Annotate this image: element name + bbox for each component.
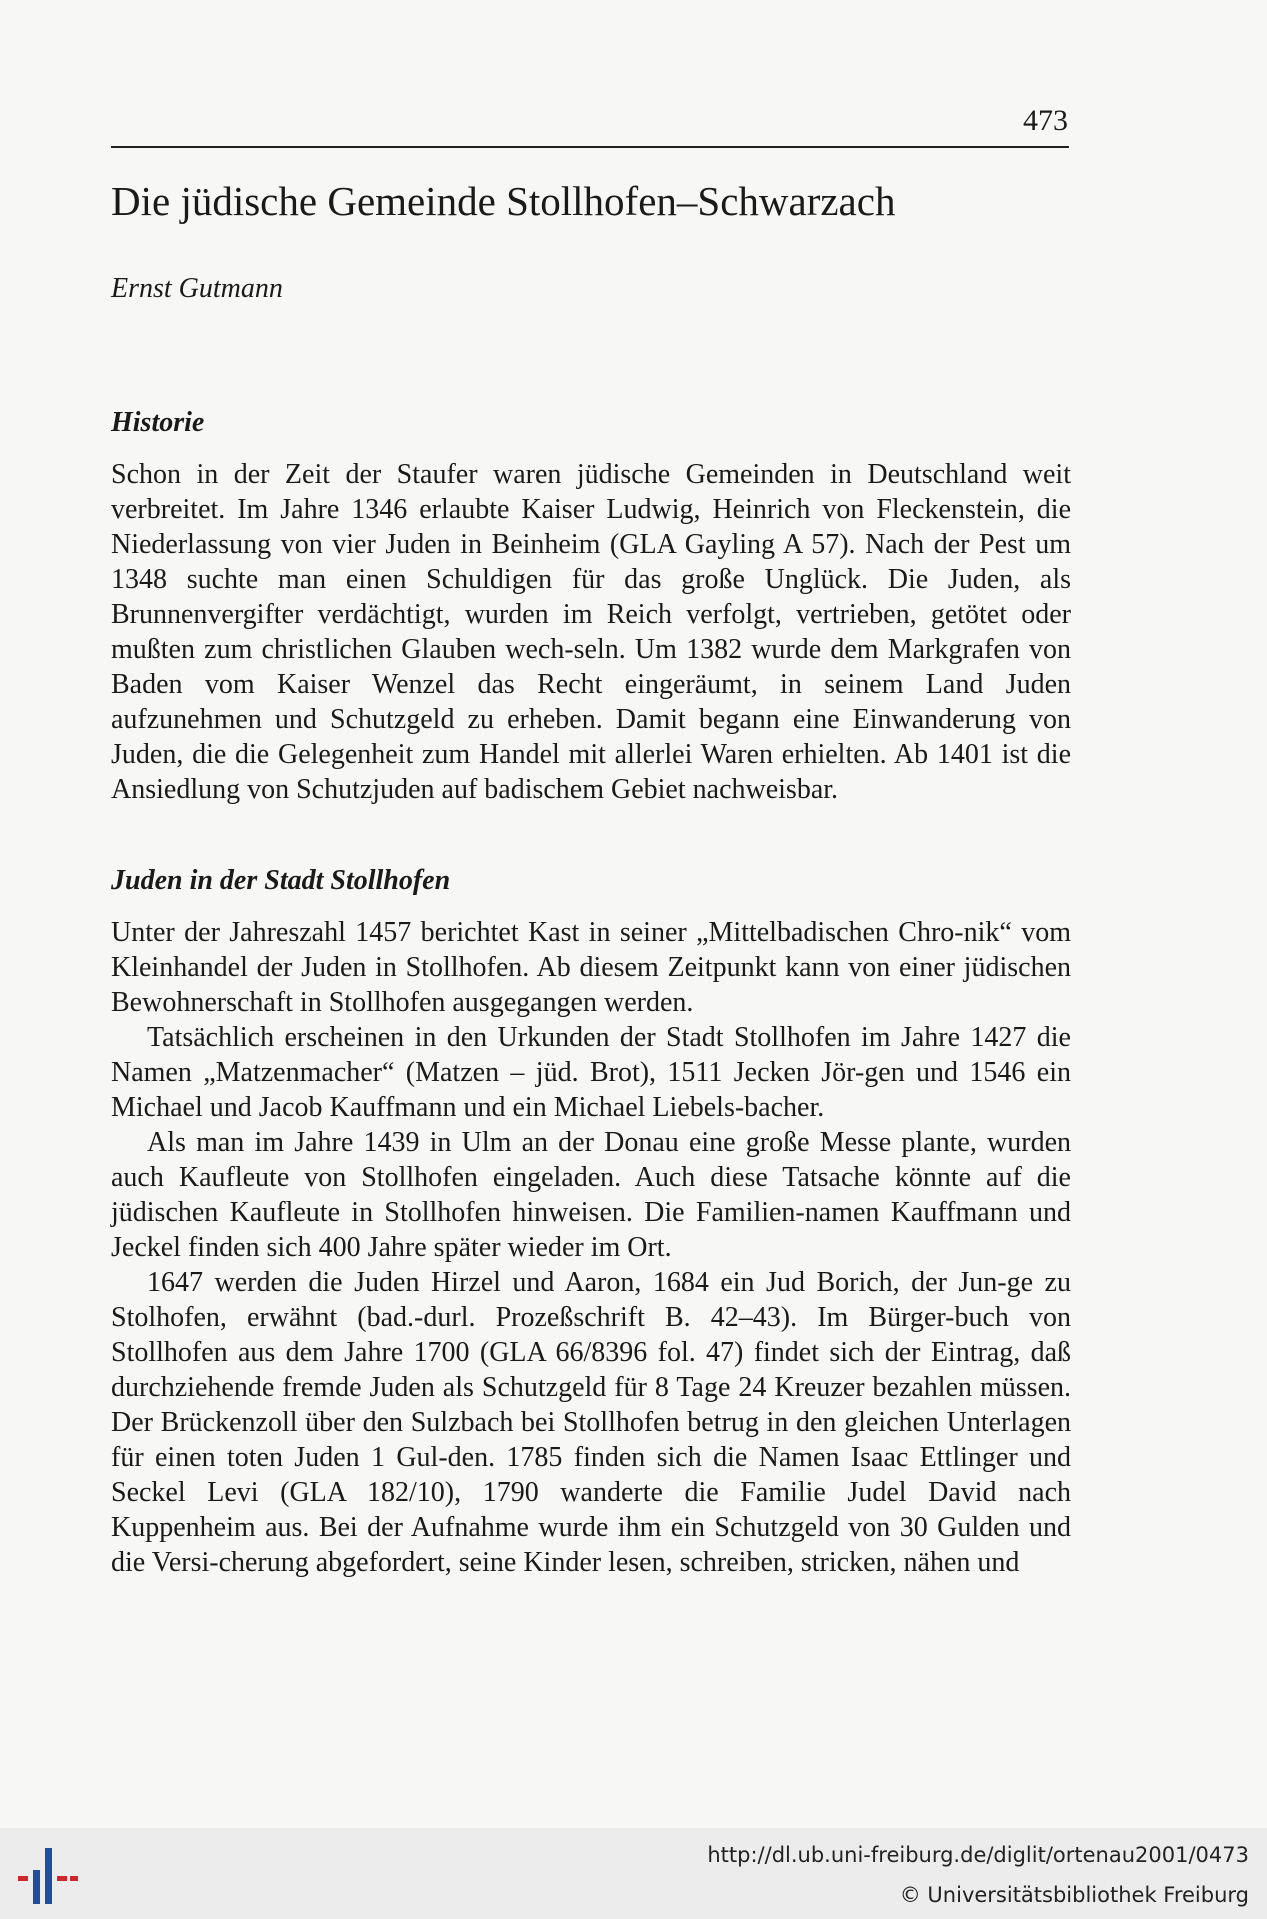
paragraph: Als man im Jahre 1439 in Ulm an der Donau eine große Messe plante, wurden auch Kaufleute von Stollhofen eingeladen. Auch diese Tatsache könnte auf die jüdischen Kaufleute in Stollhofen hinweisen. Die Familien-namen Kauffmann und Jeckel finden sich 400 Jahre später wieder im Ort. bbox=[111, 1127, 1071, 1263]
author-name: Ernst Gutmann bbox=[111, 273, 283, 304]
article-title: Die jüdische Gemeinde Stollhofen–Schwarzach bbox=[111, 178, 896, 224]
paragraph: Tatsächlich erscheinen in den Urkunden der Stadt Stollhofen im Jahre 1427 die Namen „Matzenmacher“ (Matzen – jüd. Brot), 1511 Jecken Jör-gen und 1546 ein Michael und Jacob Kauffmann und ein Michael Liebels-bacher. bbox=[111, 1022, 1071, 1123]
viewer-footer bbox=[0, 1828, 1267, 1919]
section-heading-historie: Historie bbox=[111, 407, 205, 438]
copyright-notice: © Universitätsbibliothek Freiburg bbox=[899, 1883, 1249, 1907]
paragraph: 1647 werden die Juden Hirzel und Aaron, 1684 ein Jud Borich, der Jun-ge zu Stolhofen, erwähnt (bad.-durl. Prozeßschrift B. 42–43). Im Bürger-buch von Stollhofen aus dem Jahre 1700 (GLA 66/8396 fol. 47) findet sich der Eintrag, daß durchziehende fremde Juden als Schutzgeld für 8 Tage 24 Kreuzer bezahlen müssen. Der Brückenzoll über den Sulzbach bei Stollhofen betrug in den gleichen Unterlagen für einen toten Juden 1 Gul-den. 1785 finden sich die Namen Isaac Ettlinger und Seckel Levi (GLA 182/10), 1790 wanderte die Familie Judel David nach Kuppenheim aus. Bei der Aufnahme wurde ihm ein Schutzgeld von 30 Gulden und die Versi-cherung abgefordert, seine Kinder lesen, schreiben, stricken, nähen und bbox=[111, 1267, 1071, 1578]
ub-freiburg-logo-icon bbox=[16, 1846, 80, 1906]
paragraph: Schon in der Zeit der Staufer waren jüdische Gemeinden in Deutschland weit verbreitet. Im Jahre 1346 erlaubte Kaiser Ludwig, Heinrich von Fleckenstein, die Niederlassung von vier Juden in Beinheim (GLA Gayling A 57). Nach der Pest um 1348 suchte man einen Schuldigen für das große Unglück. Die Juden, als Brunnenvergifter verdächtigt, wurden im Reich verfolgt, vertrieben, getötet oder mußten zum christlichen Glauben wech-seln. Um 1382 wurde dem Markgrafen von Baden vom Kaiser Wenzel das Recht eingeräumt, in seinem Land Juden aufzunehmen und Schutzgeld zu erheben. Damit begann eine Einwanderung von Juden, die die Gelegenheit zum Handel mit allerlei Waren erhielten. Ab 1401 ist die Ansiedlung von Schutzjuden auf badischem Gebiet nachweisbar. bbox=[111, 459, 1071, 805]
header-rule bbox=[111, 146, 1069, 148]
article-body bbox=[111, 405, 1071, 1580]
paragraph: Unter der Jahreszahl 1457 berichtet Kast in seiner „Mittelbadischen Chro-nik“ vom Kleinhandel der Juden in Stollhofen. Ab diesem Zeitpunkt kann von einer jüdischen Bewohnerschaft in Stollhofen ausgegangen werden. bbox=[111, 917, 1071, 1018]
section-heading-juden-stollhofen: Juden in der Stadt Stollhofen bbox=[111, 865, 451, 896]
source-url-link[interactable]: http://dl.ub.uni-freiburg.de/diglit/ortenau2001/0473 bbox=[707, 1843, 1249, 1867]
page-number: 473 bbox=[1023, 104, 1068, 137]
